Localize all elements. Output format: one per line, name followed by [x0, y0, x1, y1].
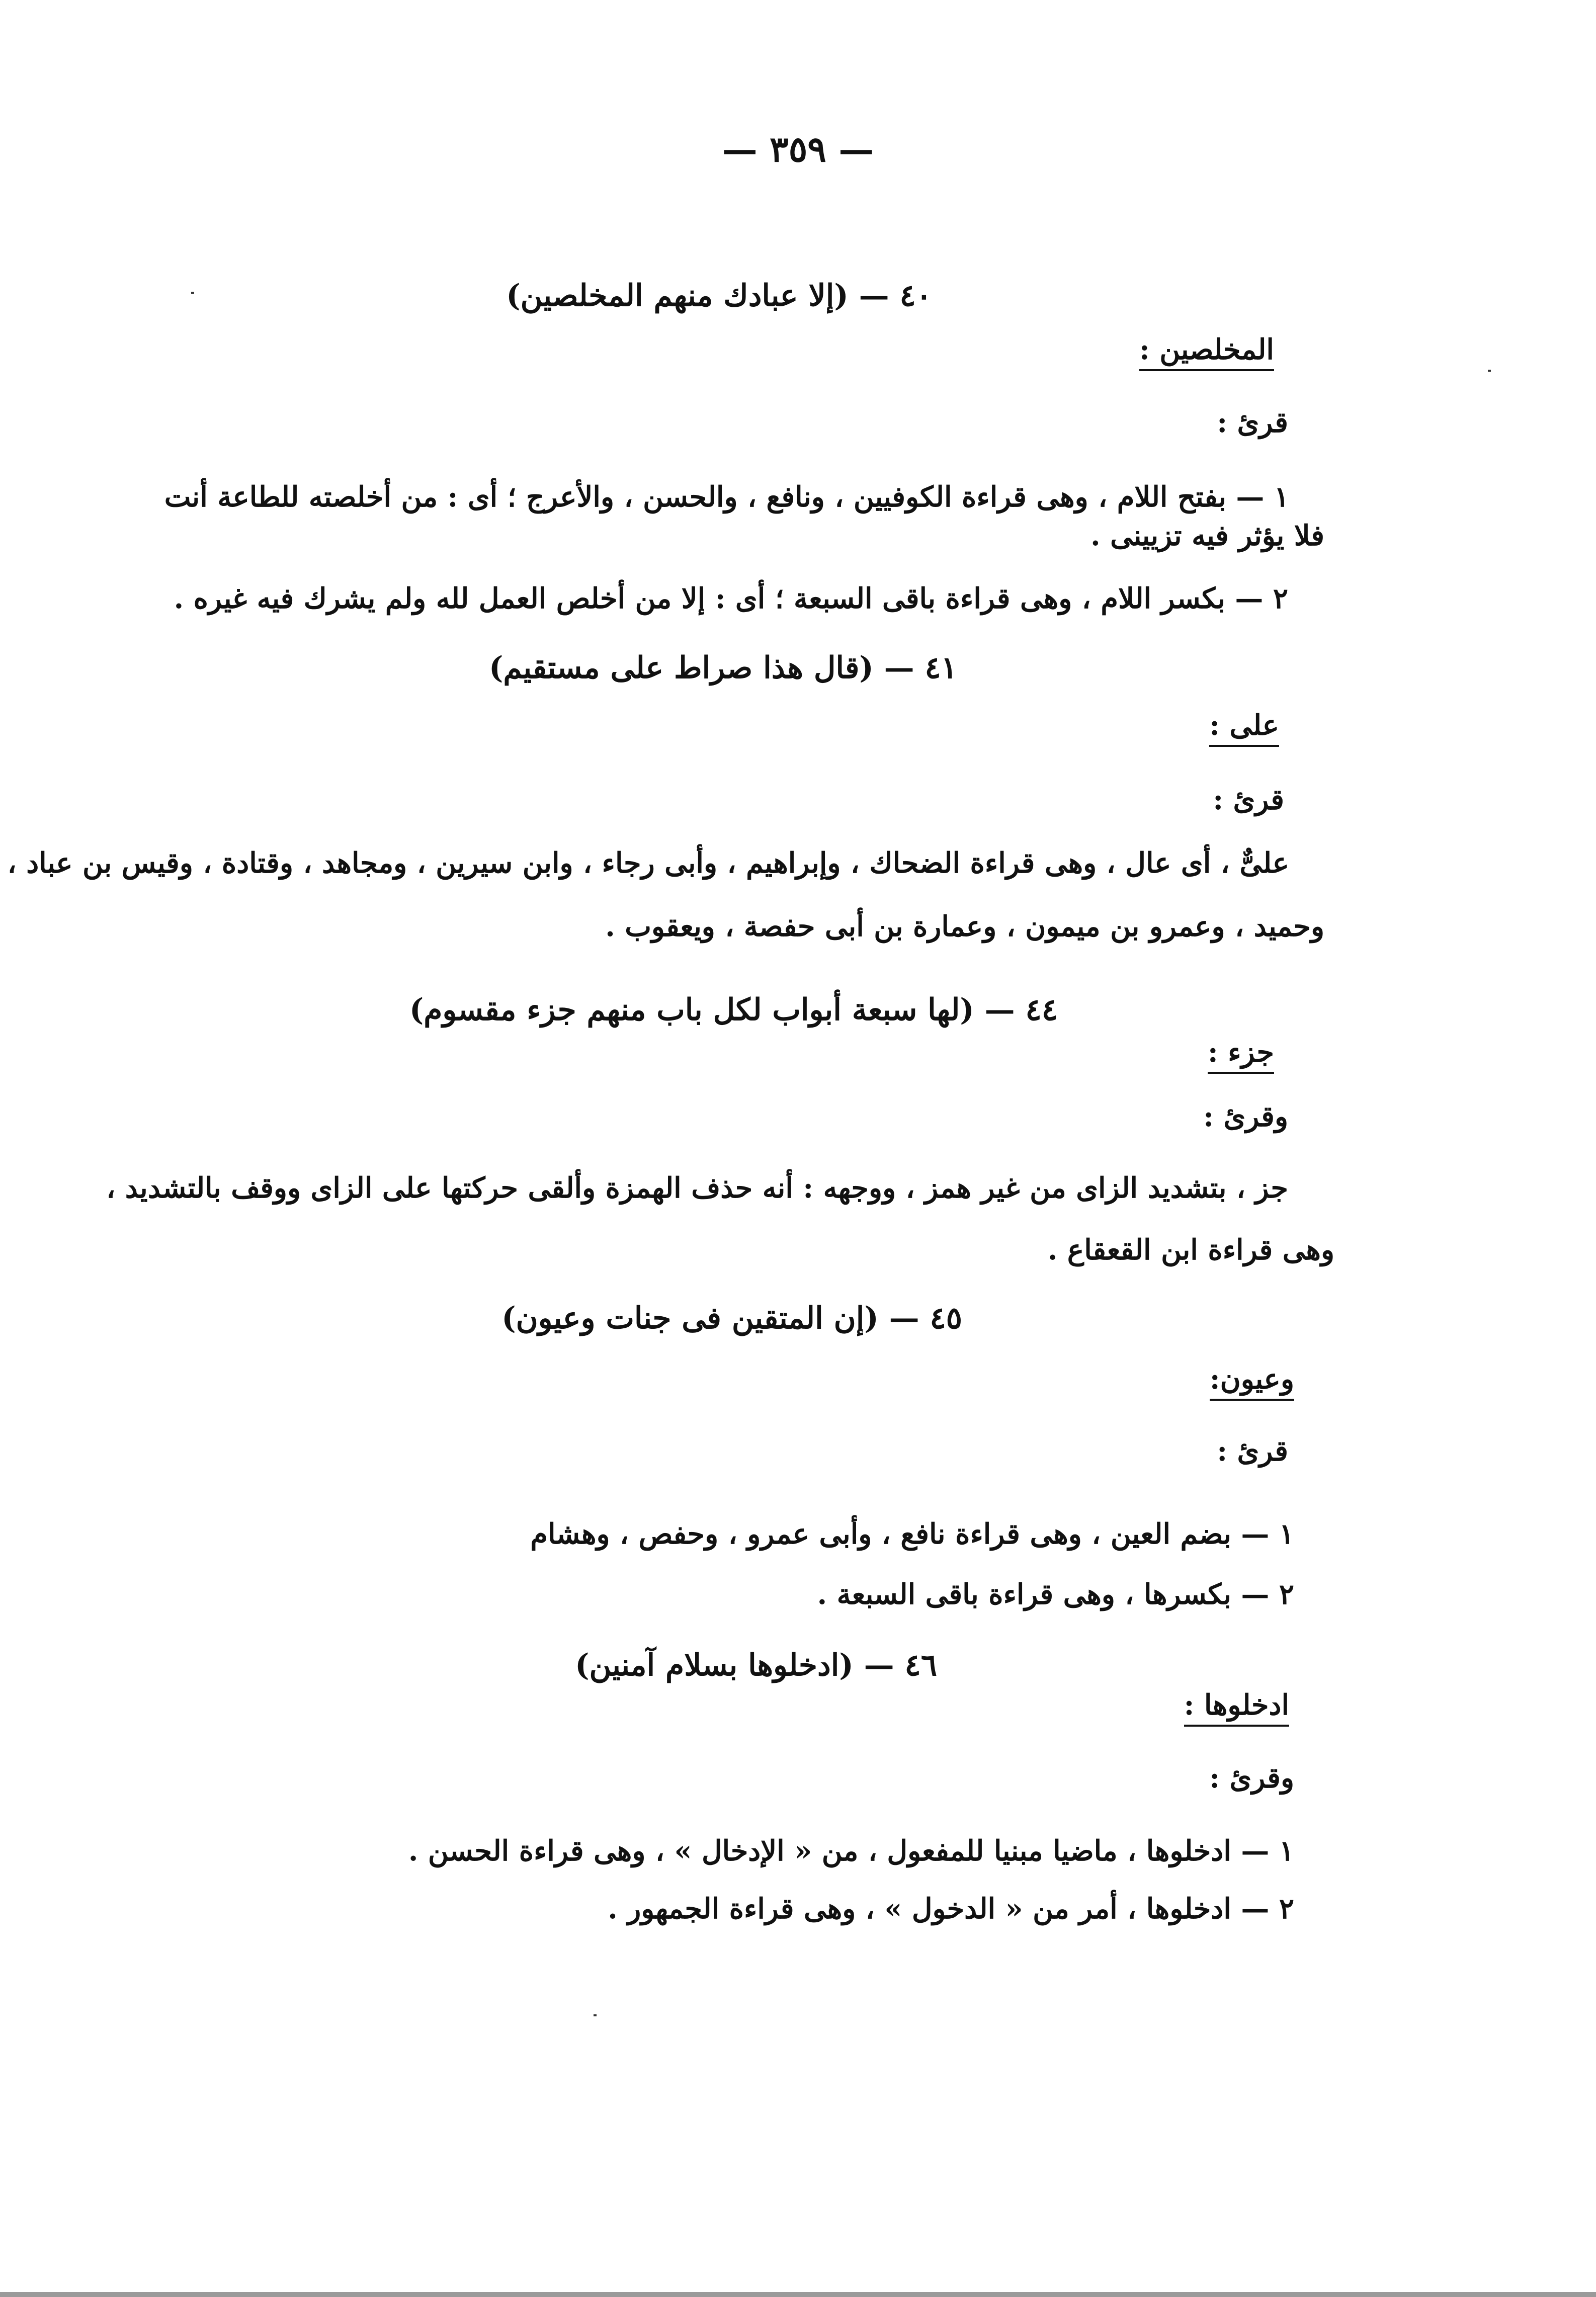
verse-40-term-text: المخلصين : — [1139, 333, 1274, 371]
verse-41-reading-line-2: وحميد ، وعمرو بن ميمون ، وعمارة بن أبى حفصة ، ويعقوب . — [605, 910, 1324, 943]
verse-46-term-text: ادخلوها : — [1184, 1688, 1289, 1727]
verse-40-reading-1-line-2: فلا يؤثر فيه تزيينى . — [1090, 519, 1324, 552]
scan-bottom-edge — [0, 2292, 1596, 2297]
verse-41-reading-line-1: علىٌّ ، أى عال ، وهى قراءة الضحاك ، وإبراهيم ، وأبى رجاء ، وابن سيرين ، ومجاهد ، وقتادة ، وقيس بن عباد ، — [7, 846, 1289, 880]
verse-40-reading-1-line-1: ١ — بفتح اللام ، وهى قراءة الكوفيين ، ونافع ، والحسن ، والأعرج ؛ أى : من أخلصته للطاعة أنت — [164, 480, 1289, 514]
verse-44-reading-line-2: وهى قراءة ابن القعقاع . — [1047, 1233, 1334, 1266]
verse-46-heading: ٤٦ — (ادخلوها بسلام آمنين) — [575, 1648, 937, 1683]
verse-45-reading-1: ١ — بضم العين ، وهى قراءة نافع ، وأبى عمرو ، وحفص ، وهشام — [530, 1517, 1294, 1551]
verse-45-reading-2: ٢ — بكسرها ، وهى قراءة باقى السبعة . — [817, 1578, 1294, 1611]
verse-41-term — [1209, 710, 1279, 741]
verse-44-term-text: جزء : — [1208, 1036, 1274, 1074]
scan-speck — [1488, 370, 1491, 372]
verse-46-term — [1184, 1690, 1289, 1721]
verse-45-term — [1210, 1364, 1294, 1395]
verse-41-read-label: قرئ : — [1213, 783, 1284, 816]
verse-44-term — [1208, 1037, 1274, 1068]
verse-46-read-label: وقرئ : — [1209, 1761, 1294, 1795]
verse-46-reading-2: ٢ — ادخلوها ، أمر من « الدخول » ، وهى قراءة الجمهور . — [608, 1892, 1294, 1925]
verse-41-term-text: على : — [1209, 709, 1279, 747]
verse-44-read-label: وقرئ : — [1203, 1100, 1288, 1133]
verse-40-read-label: قرئ : — [1217, 406, 1288, 439]
scan-speck — [594, 2014, 597, 2016]
verse-44-heading: ٤٤ — (لها سبعة أبواب لكل باب منهم جزء مقسوم) — [409, 992, 1058, 1028]
verse-44-reading-line-1: جز ، بتشديد الزاى من غير همز ، ووجهه : أنه حذف الهمزة وألقى حركتها على الزاى ووقف بالتشديد ، — [106, 1171, 1288, 1205]
scan-speck — [191, 292, 194, 294]
verse-40-reading-2: ٢ — بكسر اللام ، وهى قراءة باقى السبعة ؛ أى : إلا من أخلص العمل لله ولم يشرك فيه غيره . — [174, 582, 1288, 615]
verse-46-reading-1: ١ — ادخلوها ، ماضيا مبنيا للمفعول ، من « الإدخال » ، وهى قراءة الحسن . — [408, 1834, 1294, 1867]
verse-45-read-label: قرئ : — [1217, 1434, 1288, 1468]
verse-40-term — [1139, 334, 1274, 366]
verse-45-heading: ٤٥ — (إن المتقين فى جنات وعيون) — [501, 1301, 962, 1336]
verse-40-heading: ٤٠ — (إلا عبادك منهم المخلصين) — [506, 278, 932, 313]
page-number: — ٣٥٩ — — [722, 128, 874, 170]
verse-45-term-text: وعيون: — [1210, 1363, 1294, 1401]
verse-41-heading: ٤١ — (قال هذا صراط على مستقيم) — [489, 650, 957, 686]
